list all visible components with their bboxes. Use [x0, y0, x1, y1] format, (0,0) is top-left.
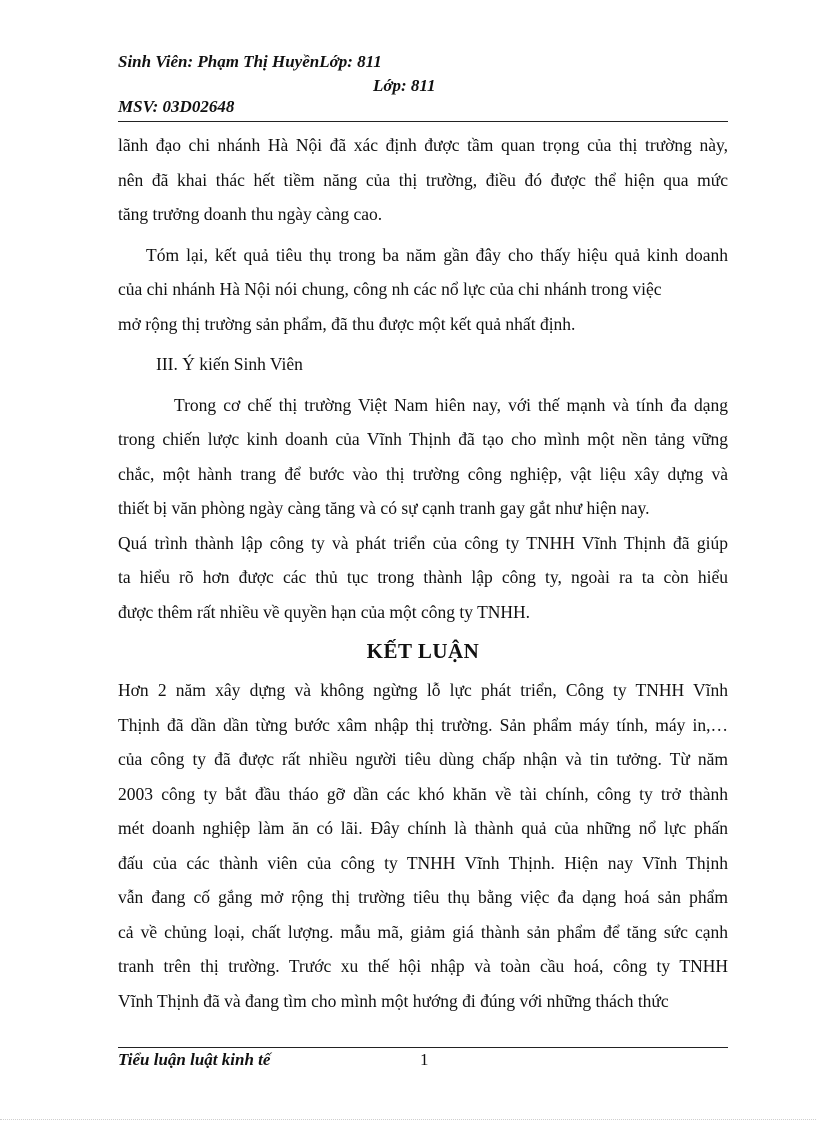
- page-edge: [0, 1119, 816, 1120]
- header-class-line: Lớp: 811: [373, 76, 436, 95]
- header-divider: [118, 121, 728, 122]
- document-body: [118, 128, 728, 1018]
- text-line: Trong cơ chế thị trường Việt Nam hiên nay, với thế mạnh và tính đa dạng: [174, 394, 728, 415]
- text-line: 2003 công ty bắt đầu tháo gỡ dần các khó khăn về tài chính, công ty trở thành: [118, 783, 728, 804]
- text-line: Tóm lại, kết quả tiêu thụ trong ba năm gần đây cho thấy hiệu quả kinh doanh: [146, 244, 728, 265]
- text-line: Thịnh đã dần dần từng bước xâm nhập thị trường. Sản phẩm máy tính, máy in,…: [118, 714, 728, 735]
- text-line: Hơn 2 năm xây dựng và không ngừng lỗ lực phát triển, Công ty TNHH Vĩnh: [118, 680, 728, 700]
- conclusion-title: KẾT LUẬN: [366, 639, 480, 663]
- text-line: của chi nhánh Hà Nội nói chung, công nh các nổ lực của chi nhánh trong việc: [118, 279, 662, 299]
- text-line: Quá trình thành lập công ty và phát triển của công ty TNHH Vĩnh Thịnh đã giúp: [118, 532, 728, 553]
- page-number: 1: [420, 1050, 429, 1069]
- header-student-id: MSV: 03D02648: [118, 97, 235, 116]
- text-line: mở rộng thị trường sản phẩm, đã thu được một kết quả nhất định.: [118, 313, 576, 334]
- text-line: lãnh đạo chi nhánh Hà Nội đã xác định được tầm quan trọng của thị trường này,: [118, 135, 728, 155]
- text-line: Vĩnh Thịnh đã và đang tìm cho mình một hướng đi đúng với những thách thức: [118, 990, 669, 1011]
- text-line: nên đã khai thác hết tiềm năng của thị trường, điều đó được thể hiện qua mức: [118, 169, 728, 190]
- text-line: mét doanh nghiệp làm ăn có lãi. Đây chính là thành quả của những nổ lực phấn: [118, 818, 728, 838]
- header-student-line: Sinh Viên: Phạm Thị HuyềnLớp: 811: [118, 52, 382, 71]
- text-line: tranh trên thị trường. Trước xu thế hội nhập và toàn cầu hoá, công ty TNHH: [118, 956, 728, 976]
- section-heading: III. Ý kiến Sinh Viên: [156, 354, 303, 374]
- text-line: ta hiểu rõ hơn được các thủ tục trong thành lập công ty, ngoài ra ta còn hiểu: [118, 567, 728, 587]
- footer-title: Tiểu luận luật kinh tế: [118, 1050, 271, 1069]
- text-line: vẫn đang cố gắng mở rộng thị trường tiêu thụ bằng việc đa dạng hoá sản phẩm: [118, 887, 728, 907]
- text-line: tăng trưởng doanh thu ngày càng cao.: [118, 204, 383, 224]
- text-line: trong chiến lược kinh doanh của Vĩnh Thịnh đã tạo cho mình một nền tảng vững: [118, 429, 728, 449]
- text-line: được thêm rất nhiều về quyền hạn của một công ty TNHH.: [118, 601, 531, 622]
- text-line: đấu của các thành viên của công ty TNHH Vĩnh Thịnh. Hiện nay Vĩnh Thịnh: [118, 852, 728, 873]
- text-line: của công ty đã được rất nhiều người tiêu dùng chấp nhận và tin tưởng. Từ năm: [118, 749, 728, 769]
- text-line: chắc, một hành trang để bước vào thị trường công nghiệp, vật liệu xây dựng và: [118, 463, 728, 484]
- text-line: cả về chủng loại, chất lượng. mẫu mã, giảm giá thành sản phẩm để tăng sức cạnh: [118, 921, 728, 942]
- text-line: thiết bị văn phòng ngày càng tăng và có sự cạnh tranh gay gắt như hiện nay.: [118, 498, 650, 518]
- footer-divider: [118, 1047, 728, 1048]
